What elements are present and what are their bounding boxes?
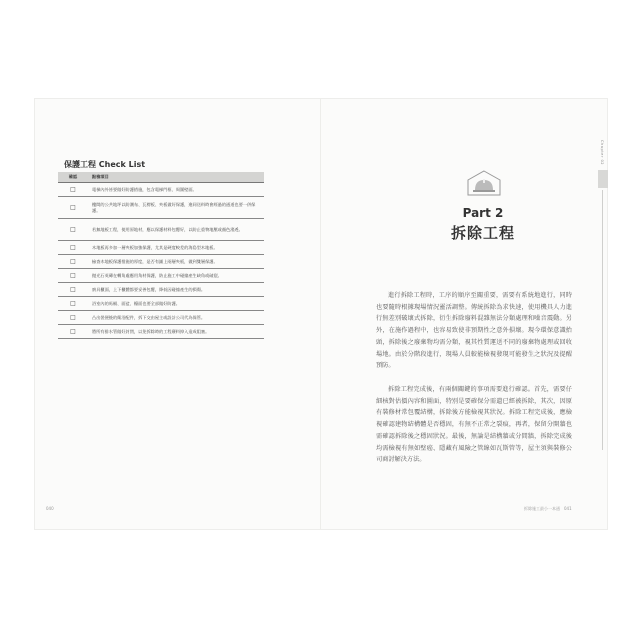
book-gutter xyxy=(320,98,321,530)
part-label: Part 2 xyxy=(462,206,504,220)
page-number-right: 拆除施工最小一本通 041 xyxy=(524,506,572,511)
checklist-table xyxy=(58,172,264,339)
table-row xyxy=(58,269,264,283)
check-item-text: 樓間的公共地坪以防潮布、瓦楞板、夾板做好保護，進同送料時會經過的通道也要一併保護。 xyxy=(88,197,264,219)
checkbox-icon: □ xyxy=(58,297,88,311)
checklist-title: 保護工程 Check List xyxy=(64,160,146,169)
checkbox-icon: □ xyxy=(58,283,88,297)
check-item-text: 若無地板工程，使用原地材，應以保護材料包覆好，以防止重物地壓或顏色滲透。 xyxy=(88,219,264,241)
check-item-text: 拋光石英磚在轉角處應用角材保護，防止施工中碰撞產生缺角或破裂。 xyxy=(88,269,264,283)
check-item-text: 木地板再多加一層夾板加強保護，尤其是硬度較差的海島型木地板。 xyxy=(88,241,264,255)
table-row xyxy=(58,297,264,311)
body-paragraph: 拆除工程完成後，有兩個關鍵的事項需要進行確認。首先，需要仔細核對估價內容和圖面，特別是要確保分需遺已經被拆除，其次，因原有裝修材常包覆結構，拆除後方能檢視其狀況。拆除工程完成後，應檢視確認建物結構體是否穩固，有無不正常之裂痕，再者，保留分開牆也需確認拆除後之穩固狀況。最後，無論是結構牆或分間牆，拆除完成後均需檢視有無如壁癌、隱藏有風險之管線如瓦斯管等，屋主須與裝修公司商討解決方法。 xyxy=(376,386,572,464)
chapter-tab xyxy=(598,170,608,188)
checkbox-icon: □ xyxy=(58,197,88,219)
check-item-text: 凸出裝便後的衛浴配件，拆下交由屋主或設計公司代為保管。 xyxy=(88,311,264,325)
checkbox-icon: □ xyxy=(58,183,88,197)
checkbox-icon: □ xyxy=(58,311,88,325)
check-item-text: 將所有排水管做好封閉，以免拆除時的工程廢料掉入造成阻塞。 xyxy=(88,325,264,339)
checkbox-icon: □ xyxy=(58,325,88,339)
table-header-row xyxy=(58,172,264,183)
check-item-text: 浴室內的馬桶、面盆、檯面也要全部做好防護。 xyxy=(88,297,264,311)
table-row xyxy=(58,325,264,339)
margin-rule xyxy=(602,190,603,450)
table-row xyxy=(58,255,264,269)
hard-hat-icon xyxy=(467,170,501,196)
check-item-text: 電梯內外皆要做好防護措施，包含電梯門框、周圍壁面。 xyxy=(88,183,264,197)
checkbox-icon: □ xyxy=(58,269,88,283)
body-paragraph: 進行拆除工程時，工序的順序至關重要，需要有系統地進行，同時也要隨時根據現場情況靈活調整。傳統拆除為求快速，使用機具人力進行無差別破壞式拆除，衍生拆除廢料混雜無法分類處理和噪音震動。另外，在施作過程中，也容易致使非預期性之意外損壞。現今環保意識抬頭，拆除後之廢棄物均需分類，視其性質運送不同的廢棄物處理或回收場地。由於分階段進行，現場人員較能檢視發現可能發生之狀況及提醒預防。 xyxy=(376,292,572,370)
checkbox-icon: □ xyxy=(58,219,88,241)
table-row xyxy=(58,183,264,197)
table-row xyxy=(58,219,264,241)
table-row xyxy=(58,283,264,297)
header-confirm: 確認 xyxy=(58,172,88,183)
table-row xyxy=(58,311,264,325)
checkbox-icon: □ xyxy=(58,255,88,269)
chapter-title: 拆除工程 xyxy=(450,224,515,242)
check-item-text: 廚具櫃面，上下櫃體都要妥善包覆，降低因碰撞產生的損傷。 xyxy=(88,283,264,297)
table-row xyxy=(58,241,264,255)
check-item-text: 檢查木地板保護措施的厚度，是否有鋪上兩層夾板，做到雙層保護。 xyxy=(88,255,264,269)
page-number-left: 040 xyxy=(46,506,54,511)
chapter-running-head: Chapter 02 xyxy=(600,140,604,166)
checkbox-icon: □ xyxy=(58,241,88,255)
table-row xyxy=(58,197,264,219)
header-item: 點檢項目 xyxy=(88,172,264,183)
